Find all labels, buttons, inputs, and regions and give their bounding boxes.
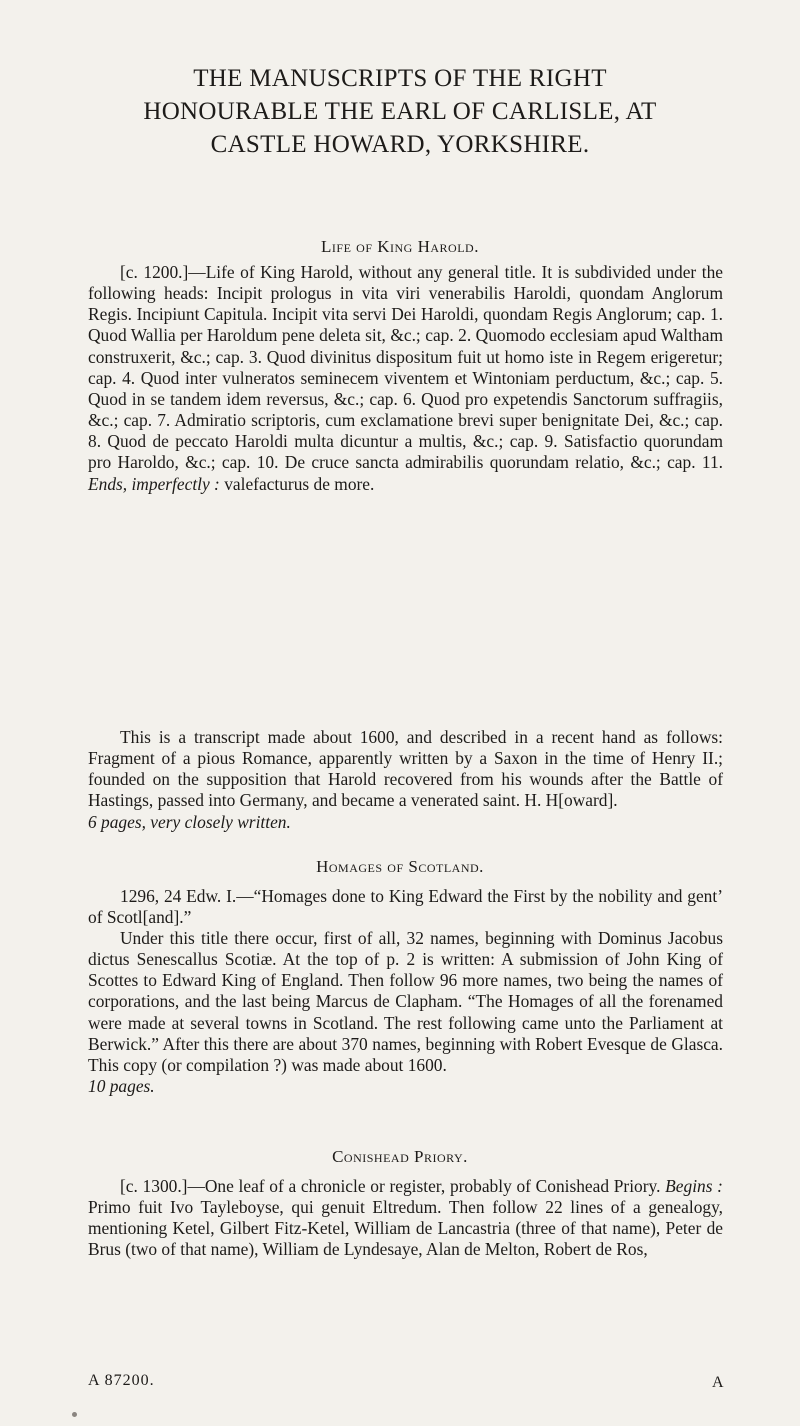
homages-date-paragraph: 1296, 24 Edw. I.—“Homages done to King Edward the First by the nobility and gent’ of Scotl[and].” — [88, 886, 723, 928]
conishead-paragraph — [88, 1176, 723, 1261]
title-line-1: THE MANUSCRIPTS OF THE RIGHT — [193, 65, 607, 92]
section-heading-harold: Life of King Harold. — [321, 237, 479, 256]
harold-description-text: [c. 1200.]—Life of King Harold, without any general title. It is subdivided under the following heads: Incipit prologus in vita viri venerabilis Haroldi, quondam Anglorum Regis. Incipiunt Capitula. Incipit vita servi Dei Haroldi, quondam Regis Anglorum; cap. 1. Quod Wallia per Haroldum pene deleta sit, &c.; cap. 2. Quomodo ecclesiam apud Waltham construxerit, &c.; cap. 3. Quod divinitus dispositum fuit ut homo iste in Regem erigeretur; cap. 4. Quod inter vulneratos seminecem viventem et Wintoniam perductum, &c.; cap. 5. Quod in se tandem idem reversus, &c.; cap. 6. Quod pro expetendis Sanctorum suffragiis, &c.; cap. 7. Admiratio scriptoris, cum exclamatione brevi super benignitate Dei, &c.; cap. 8. Quod de peccato Haroldi multa dicuntur a multis, &c.; cap. 9. Satisfactio quorundam pro Haroldo, &c.; cap. 10. De cruce sancta admirabilis quorundam relatio, &c.; cap. 11. — [88, 262, 723, 473]
title-line-3: CASTLE HOWARD, YORKSHIRE. — [210, 131, 590, 158]
homages-pages-note: 10 pages. — [88, 1076, 155, 1097]
title-line-2: HONOURABLE THE EARL OF CARLISLE, AT — [143, 98, 657, 125]
document-title — [60, 62, 740, 161]
signature-mark-left: A 87200. — [88, 1372, 155, 1389]
harold-ends-text: valefacturus de more. — [224, 473, 375, 494]
harold-transcript-paragraph — [88, 727, 723, 833]
conishead-text-after: Primo fuit Ivo Tayleboyse, qui genuit Eltredum. Then follow 22 lines of a genealogy, mentioning Ketel, Gilbert Fitz-Ketel, William de Lancastria (three of that name), Peter de Brus (two of that name), William de Lyndesaye, Alan de Melton, Robert de Ros, — [88, 1197, 723, 1260]
harold-description-paragraph — [88, 262, 723, 495]
ink-speck — [72, 1412, 77, 1417]
harold-transcript-text: This is a transcript made about 1600, and described in a recent hand as follows: Fragment of a pious Romance, apparently written by a Saxon in the time of Henry II.; founded on the supposition that Harold recovered from his wounds after the Battle of Hastings, passed into Germany, and became a venerated saint. H. H[oward]. — [88, 727, 723, 811]
section-heading-conishead: Conishead Priory. — [332, 1147, 468, 1166]
conishead-begins-label: Begins : — [665, 1176, 723, 1196]
homages-description-paragraph — [88, 928, 723, 1097]
conishead-text-before: [c. 1300.]—One leaf of a chronicle or register, probably of Conishead Priory. — [120, 1176, 661, 1196]
harold-pages-note: 6 pages, very closely written. — [88, 811, 291, 832]
signature-mark-right: A — [712, 1374, 724, 1391]
homages-description-text: Under this title there occur, first of all, 32 names, beginning with Dominus Jacobus dictus Senescallus Scotiæ. At the top of p. 2 is written: A submission of John King of Scottes to Edward King of England. Then follow 96 more names, two being the names of corporations, and the last being Marcus de Clapham. “The Homages of all the forenamed were made at several towns in Scotland. The rest following came unto the Parliament at Berwick.” After this there are about 370 names, beginning with Robert Evesque de Glasca. This copy (or compilation ?) was made about 1600. — [88, 928, 723, 1075]
harold-ends-label: Ends, imperfectly : — [88, 473, 220, 494]
section-heading-homages: Homages of Scotland. — [316, 857, 484, 876]
